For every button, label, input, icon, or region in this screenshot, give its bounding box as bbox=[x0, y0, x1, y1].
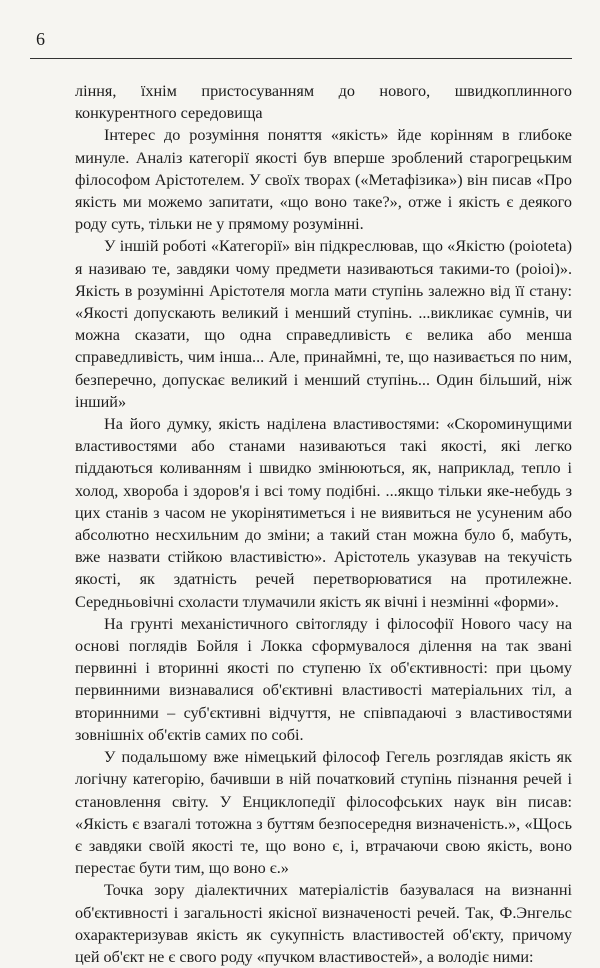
page-number: 6 bbox=[36, 29, 45, 49]
body-text bbox=[75, 80, 572, 968]
paragraph-3: У іншій роботі «Категорії» він підкреслював, що «Якістю (poioteta) я називаю те, завдяки чому предмети називаються такими-то (poioi)». Якість в розумінні Арістотеля могла мати ступінь залежно від її стану: «Якості допускають великий і менший ступінь. ...викликає сумнів, чи можна сказати, що одна справедливість є велика або менша справедливість, чим інша... Але, принаймні, те, що називається по ним, безперечно, допускає великий і менший ступінь... Один більший, ніж інший» bbox=[75, 237, 572, 411]
paragraph-4: На його думку, якість наділена властивостями: «Скороминущими властивостями або станами називаються такі якості, які легко піддаються коливанням і швидко змінюються, як, наприклад, тепло і холод, хвороба і здоров'я і всі тому подібні. ...якщо тільки яке-небудь з цих станів з часом не укорінятиметься і не виявиться не усуненим або абсолютно несхильним до зміни; а такий стан можна було б, мабуть, вже назвати стійкою властивістю». Арістотель указував на текучість якості, як здатність речей перетворюватися на протилежне. Середньовічні схоласти тлумачили якість як вічні і незмінні «форми». bbox=[75, 415, 572, 611]
paragraph-5: На грунті механістичного світогляду і філософії Нового часу на основі поглядів Бойля і Локка сформувалося ділення на так звані первинні і вторинні якості по ступеню їх об'єктивності: при цьому первинними визнавалися об'єктивні властивості матеріальних тіл, а вторинними – суб'єктивні відчуття, не співпадаючі з властивостями зовнішніх об'єктів самих по собі. bbox=[75, 614, 572, 744]
page-header bbox=[30, 28, 572, 59]
paragraph-6: У подальшому вже німецький філософ Гегель розглядав якість як логічну категорію, бачивши в ній початковий ступінь пізнання речей і становлення світу. У Енциклопедії філософських наук він писав: «Якість є взагалі тотожна з буттям безпосередня визначеність.», «Щось є завдяки своїй якості те, що воно є, і, втрачаючи свою якість, воно перестає бути тим, що воно є.» bbox=[75, 748, 572, 878]
paragraph-1: ління, їхнім пристосуванням до нового, швидкоплинного конкурентного середовища bbox=[75, 82, 572, 123]
paragraph-2: Інтерес до розуміння поняття «якість» йде корінням в глибоке минуле. Аналіз категорії якості був вперше зроблений старогрецьким філософом Арістотелем. У своїх творах («Метафізика») він писав «Про якість ми можемо запитати, «що воно таке?», отже і якість є деякого роду суть, тільки не у прямому розумінні. bbox=[75, 126, 572, 234]
paragraph-7: Точка зору діалектичних матеріалістів базувалася на визнанні об'єктивності і загальності якісної визначеності речей. Так, Ф.Энгельс охарактеризував якість як сукупність властивостей об'єкту, причому цей об'єкт не є свого роду «пучком властивостей», а володіє ними: bbox=[75, 881, 572, 966]
